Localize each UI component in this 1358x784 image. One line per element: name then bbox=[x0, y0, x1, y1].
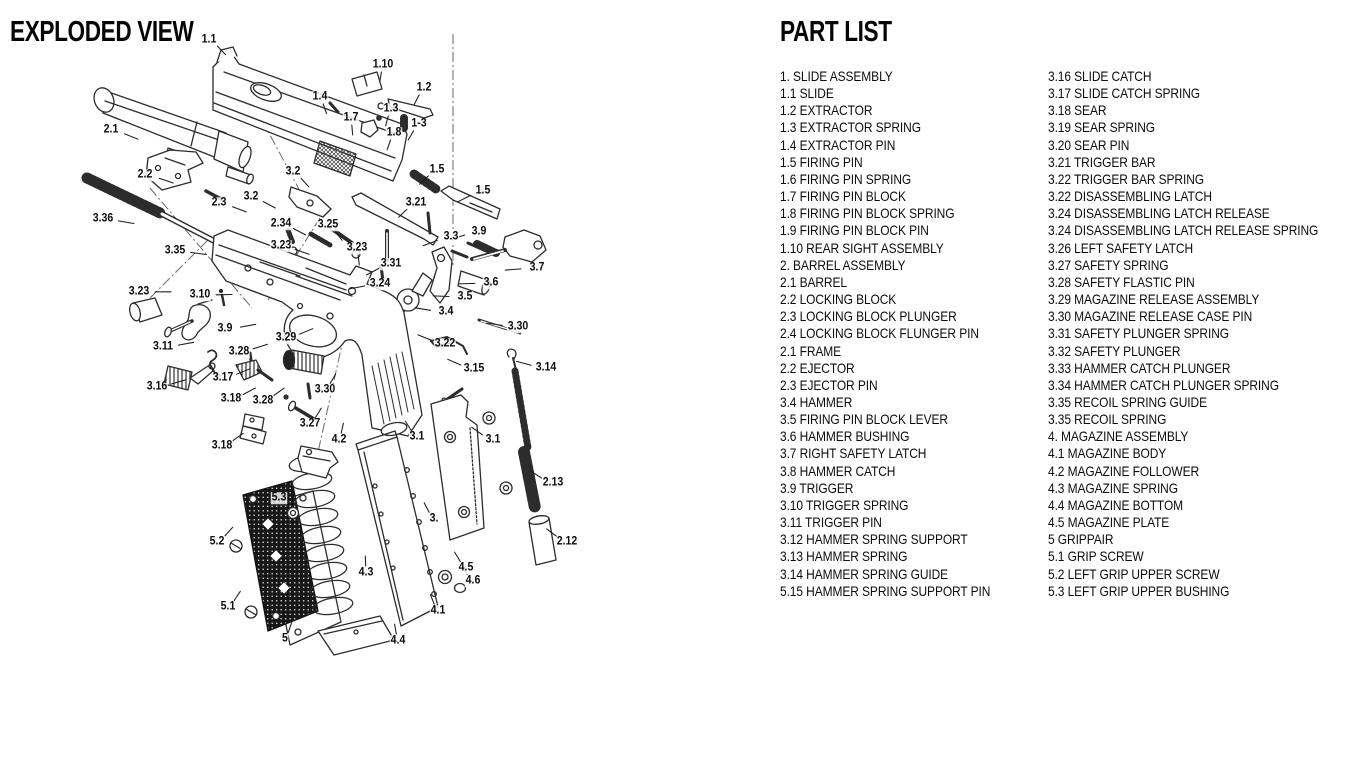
part-list-item: 1.7 FIRING PIN BLOCK bbox=[780, 189, 906, 205]
callout-label: 3.36 bbox=[92, 212, 114, 225]
callout-label: 4.1 bbox=[430, 604, 446, 617]
part-list-item: 4. MAGAZINE ASSEMBLY bbox=[1047, 429, 1189, 445]
part-list-item: 2.4 LOCKING BLOCK FLUNGER PIN bbox=[780, 326, 979, 342]
part-list-column-1 bbox=[780, 68, 1048, 600]
callout-label: 3.11 bbox=[152, 340, 174, 353]
part-list-item: 1.5 FIRING PIN bbox=[780, 154, 863, 170]
part-list-item: 2.2 EJECTOR bbox=[780, 360, 855, 376]
callout-label: 4.6 bbox=[465, 574, 481, 587]
callout-label: 3.7 bbox=[529, 261, 545, 274]
part-list-item: 5.2 LEFT GRIP UPPER SCREW bbox=[1047, 566, 1220, 582]
part-list-item: 3.33 HAMMER CATCH PLUNGER bbox=[1047, 360, 1231, 376]
part-list-item: 3.24 DISASSEMBLING LATCH RELEASE bbox=[1047, 206, 1270, 222]
callout-label: 3.30 bbox=[507, 320, 529, 333]
callout-label: 3.3 bbox=[443, 230, 459, 243]
callout-label: 3.9 bbox=[217, 322, 233, 335]
callout-label: 3.9 bbox=[471, 225, 487, 238]
callout-label: 3.23 bbox=[128, 285, 150, 298]
part-list-item: 3.8 HAMMER CATCH bbox=[780, 463, 896, 479]
callout-label: 5 bbox=[282, 632, 288, 645]
part-list-item: 1. SLIDE ASSEMBLY bbox=[780, 69, 893, 84]
callout-label: 4.5 bbox=[458, 561, 474, 574]
part-list-item: 3.31 SAFETY PLUNGER SPRING bbox=[1047, 326, 1229, 342]
callout-label: 1.5 bbox=[429, 163, 445, 176]
callout-label: 1.3 bbox=[383, 102, 399, 115]
part-list-item: 3.22 DISASSEMBLING LATCH bbox=[1047, 189, 1212, 205]
callout-label: 3.30 bbox=[314, 383, 336, 396]
part-list-item: 3.17 SLIDE CATCH SPRING bbox=[1047, 86, 1200, 102]
callout-label: 3.16 bbox=[146, 380, 168, 393]
part-list-item: 2.2 LOCKING BLOCK bbox=[780, 292, 897, 308]
part-list-item: 1.4 EXTRACTOR PIN bbox=[780, 137, 896, 153]
callout-label: 1.8 bbox=[386, 126, 402, 139]
part-list-item: 3.32 SAFETY PLUNGER bbox=[1047, 343, 1181, 359]
exploded-view-title: EXPLODED VIEW bbox=[10, 16, 194, 48]
callout-label: 3.10 bbox=[189, 288, 211, 301]
part-list-item: 3.12 HAMMER SPRING SUPPORT bbox=[780, 532, 968, 548]
part-list-item: 3.26 LEFT SAFETY LATCH bbox=[1047, 240, 1193, 256]
part-list-item: 3.7 RIGHT SAFETY LATCH bbox=[780, 446, 927, 462]
part-list-item: 3.19 SEAR SPRING bbox=[1047, 120, 1155, 136]
part-list-item: 3.10 TRIGGER SPRING bbox=[780, 497, 909, 513]
callout-label: 2.1 bbox=[103, 123, 119, 136]
callout-label: 3.31 bbox=[380, 257, 402, 270]
part-list-item: 5.3 LEFT GRIP UPPER BUSHING bbox=[1047, 583, 1230, 599]
part-list-item: 3.9 TRIGGER bbox=[780, 480, 854, 496]
callout-label: 3.35 bbox=[164, 244, 186, 257]
callout-label: 5.1 bbox=[220, 600, 236, 613]
callout-label: 3.2 bbox=[285, 165, 301, 178]
callout-label: 3.1 bbox=[485, 433, 501, 446]
callout-label: 1-3 bbox=[411, 117, 427, 130]
part-list-item: 3.6 HAMMER BUSHING bbox=[780, 429, 910, 445]
part-list-item: 3.27 SAFETY SPRING bbox=[1047, 257, 1169, 273]
callout-label: 3.28 bbox=[252, 394, 274, 407]
part-list-item: 1.9 FIRING PIN BLOCK PIN bbox=[780, 223, 929, 239]
part-list-item: 3.13 HAMMER SPRING bbox=[780, 549, 908, 565]
part-list-item: 1.2 EXTRACTOR bbox=[780, 103, 873, 119]
callout-label: 3.18 bbox=[220, 392, 242, 405]
part-list-item: 4.3 MAGAZINE SPRING bbox=[1047, 480, 1178, 496]
callout-label: 2.2 bbox=[137, 168, 153, 181]
callout-label: 3.28 bbox=[228, 345, 250, 358]
part-list-item: 1.6 FIRING PIN SPRING bbox=[780, 171, 912, 187]
callout-label: 3.17 bbox=[212, 371, 234, 384]
callout-label: 3.18 bbox=[211, 439, 233, 452]
callout-label: 1.4 bbox=[312, 90, 328, 103]
callout-label: 1.1 bbox=[201, 33, 217, 46]
part-list-item: 5.15 HAMMER SPRING SUPPORT PIN bbox=[780, 583, 991, 599]
callout-label: 3.29 bbox=[275, 331, 297, 344]
callout-label: 2.13 bbox=[542, 476, 564, 489]
callout-label: 3.27 bbox=[299, 417, 321, 430]
part-list-item: 3.35 RECOIL SPRING bbox=[1047, 412, 1167, 428]
part-list-item: 2.1 FRAME bbox=[780, 343, 842, 359]
part-list-item: 3.4 HAMMER bbox=[780, 394, 853, 410]
part-list-item: 1.10 REAR SIGHT ASSEMBLY bbox=[780, 240, 944, 256]
part-list-item: 2. BARREL ASSEMBLY bbox=[780, 257, 906, 273]
callout-label: 3.24 bbox=[369, 277, 391, 290]
callout-label: 1.7 bbox=[343, 111, 359, 124]
callout-label: 3.22 bbox=[434, 337, 456, 350]
part-list-item: 3.35 RECOIL SPRING GUIDE bbox=[1047, 394, 1207, 410]
callout-label: 3.23 bbox=[270, 239, 292, 252]
part-list-item: 3.24 DISASSEMBLING LATCH RELEASE SPRING bbox=[1047, 223, 1319, 239]
part-list-item: 4.4 MAGAZINE BOTTOM bbox=[1047, 497, 1183, 513]
part-list-title: PART LIST bbox=[780, 16, 892, 48]
callout-label: 3.25 bbox=[317, 218, 339, 231]
part-list-item: 3.30 MAGAZINE RELEASE CASE PIN bbox=[1047, 309, 1253, 325]
callout-label: 4.2 bbox=[331, 433, 347, 446]
part-list-item: 3.14 HAMMER SPRING GUIDE bbox=[780, 566, 949, 582]
part-list-item: 3.22 TRIGGER BAR SPRING bbox=[1047, 171, 1204, 187]
part-list-item: 3.28 SAFETY FLASTIC PIN bbox=[1047, 274, 1195, 290]
callout-label: 2.34 bbox=[270, 217, 292, 230]
part-list-item: 5.1 GRIP SCREW bbox=[1047, 549, 1144, 565]
callout-label: 3.1 bbox=[409, 430, 425, 443]
part-list-item: 2.3 LOCKING BLOCK PLUNGER bbox=[780, 309, 957, 325]
callout-label: 3.4 bbox=[438, 305, 454, 318]
part-list-item: 3.5 FIRING PIN BLOCK LEVER bbox=[780, 412, 948, 428]
part-list-item: 2.1 BARREL bbox=[780, 274, 847, 290]
part-list-item: 3.11 TRIGGER PIN bbox=[780, 515, 882, 531]
part-list-item: 3.20 SEAR PIN bbox=[1047, 137, 1130, 153]
callout-label: 1.10 bbox=[372, 58, 394, 71]
callout-label: 3.15 bbox=[463, 362, 485, 375]
callout-label: 5.2 bbox=[209, 535, 225, 548]
callout-label: 1.5 bbox=[475, 184, 491, 197]
callout-label: 5.3 bbox=[271, 491, 287, 504]
callout-label: 3.23 bbox=[346, 241, 368, 254]
callout-label: 3.5 bbox=[457, 290, 473, 303]
part-list-item: 1.3 EXTRACTOR SPRING bbox=[780, 120, 921, 136]
part-list-item: 4.5 MAGAZINE PLATE bbox=[1047, 515, 1170, 531]
callout-label: 4.4 bbox=[390, 634, 406, 647]
part-list-item: 3.34 HAMMER CATCH PLUNGER SPRING bbox=[1047, 377, 1279, 393]
callout-label: 1.2 bbox=[416, 81, 432, 94]
part-list-item: 5 GRIPPAIR bbox=[1047, 532, 1114, 548]
callout-label: 3.14 bbox=[535, 361, 557, 374]
callout-label: 4.3 bbox=[358, 566, 374, 579]
frame-drawing bbox=[212, 230, 422, 438]
part-list-item: 3.16 SLIDE CATCH bbox=[1047, 69, 1152, 84]
part-list-item: 2.3 EJECTOR PIN bbox=[780, 377, 878, 393]
part-list-columns bbox=[780, 68, 1355, 600]
callout-label: 3. bbox=[429, 512, 439, 525]
part-list-panel bbox=[780, 0, 1355, 784]
part-list-item: 3.29 MAGAZINE RELEASE ASSEMBLY bbox=[1047, 292, 1260, 308]
callout-label: 3.2 bbox=[243, 190, 259, 203]
part-list-item: 4.2 MAGAZINE FOLLOWER bbox=[1047, 463, 1199, 479]
part-list-column-2 bbox=[1048, 68, 1355, 600]
callout-label: 3.6 bbox=[483, 276, 499, 289]
callout-label: 2.3 bbox=[211, 196, 227, 209]
callout-label: 2.12 bbox=[556, 535, 578, 548]
part-list-item: 4.1 MAGAZINE BODY bbox=[1047, 446, 1167, 462]
callout-label: 3.21 bbox=[405, 196, 427, 209]
part-list-item: 1.8 FIRING PIN BLOCK SPRING bbox=[780, 206, 955, 222]
grips-magazine-drawing bbox=[230, 395, 484, 655]
part-list-item: 3.21 TRIGGER BAR bbox=[1047, 154, 1156, 170]
part-list-item: 3.18 SEAR bbox=[1047, 103, 1107, 119]
part-list-item: 1.1 SLIDE bbox=[780, 86, 834, 102]
